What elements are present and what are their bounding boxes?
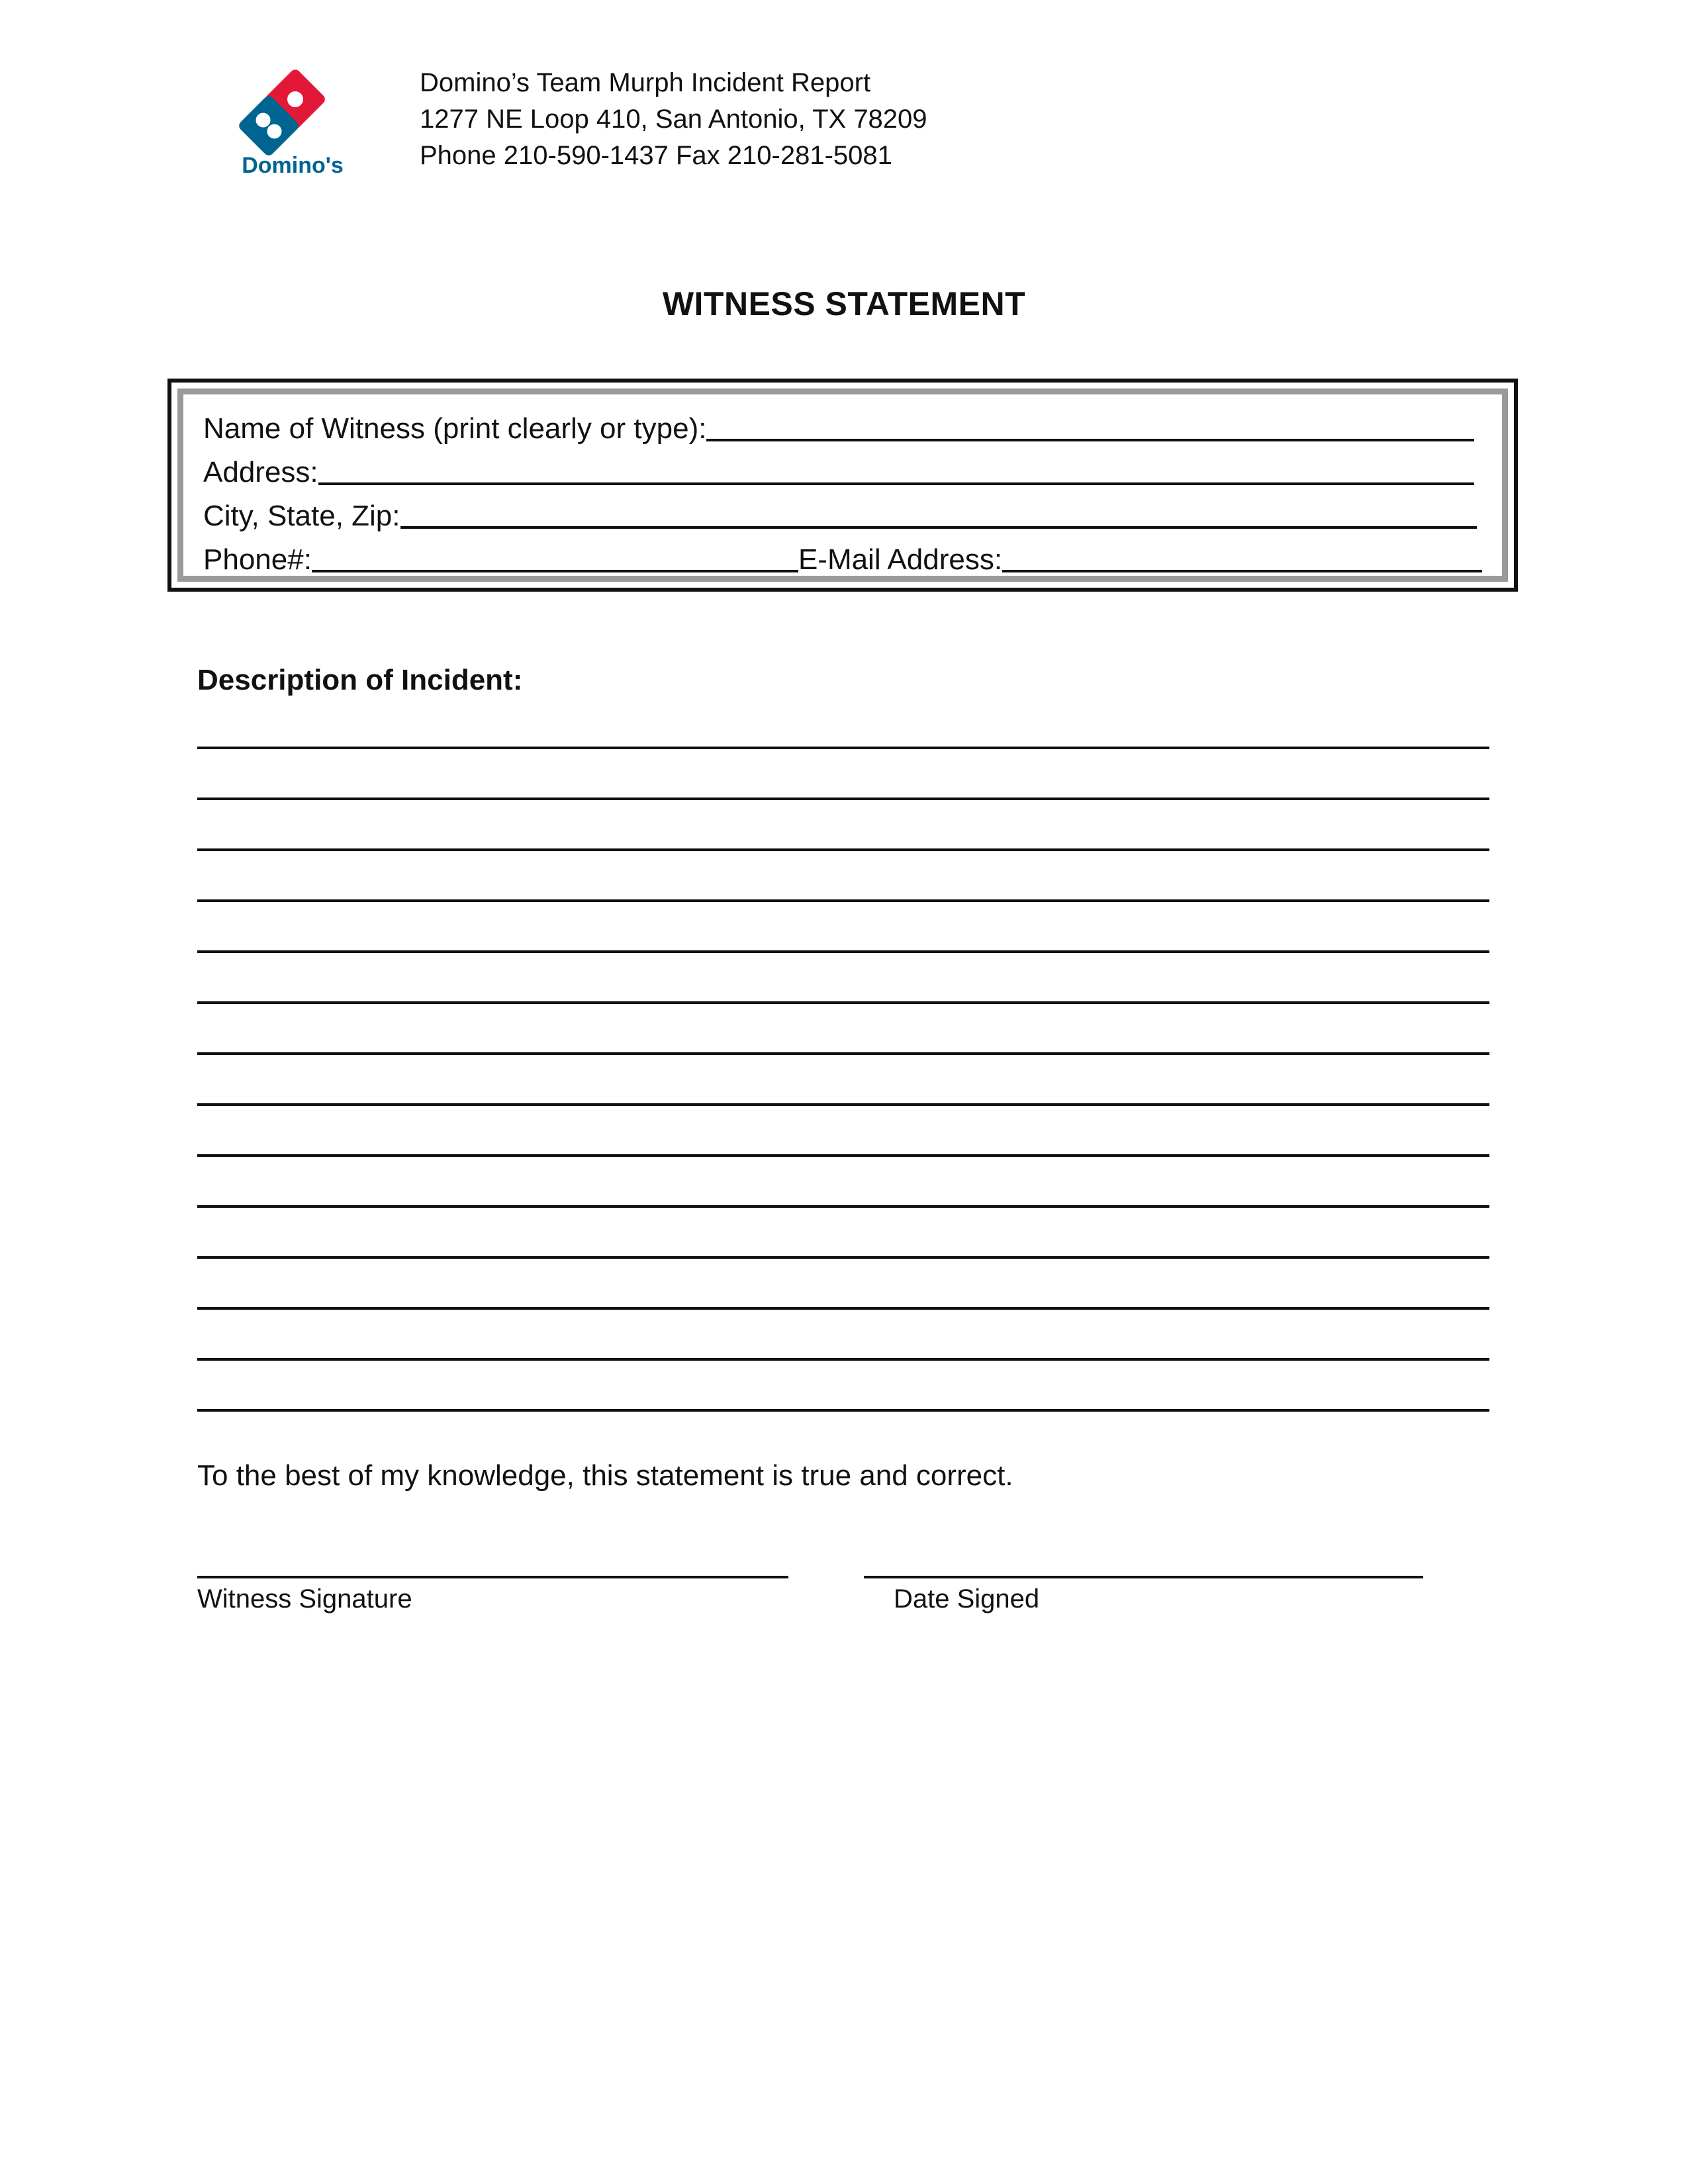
report-name: Domino’s Team Murph Incident Report xyxy=(420,68,871,97)
declaration-text: To the best of my knowledge, this statement is true and correct. xyxy=(197,1459,1013,1492)
description-line[interactable] xyxy=(197,899,1489,902)
name-row xyxy=(203,406,1474,445)
description-line[interactable] xyxy=(197,1001,1489,1004)
witness-signature-label: Witness Signature xyxy=(197,1584,412,1614)
description-label: Description of Incident: xyxy=(197,664,523,696)
description-line[interactable] xyxy=(197,1409,1489,1412)
description-line[interactable] xyxy=(197,950,1489,953)
phone-field[interactable] xyxy=(312,570,798,572)
date-signed-line[interactable] xyxy=(864,1576,1423,1578)
witness-signature-line[interactable] xyxy=(197,1576,788,1578)
city-state-zip-field[interactable] xyxy=(400,526,1477,529)
address-field[interactable] xyxy=(318,482,1474,485)
description-line[interactable] xyxy=(197,848,1489,851)
address-label: Address: xyxy=(203,456,318,488)
description-line[interactable] xyxy=(197,1154,1489,1157)
witness-info-box xyxy=(167,379,1518,592)
company-header xyxy=(420,65,927,174)
description-line[interactable] xyxy=(197,1307,1489,1310)
description-line[interactable] xyxy=(197,1256,1489,1259)
address-row xyxy=(203,449,1474,489)
city-state-zip-label: City, State, Zip: xyxy=(203,500,400,532)
phone-label: Phone#: xyxy=(203,543,312,576)
company-address: 1277 NE Loop 410, San Antonio, TX 78209 xyxy=(420,105,927,134)
company-phone-fax: Phone 210-590-1437 Fax 210-281-5081 xyxy=(420,141,892,170)
description-line[interactable] xyxy=(197,1052,1489,1055)
dominos-logo xyxy=(238,63,357,179)
date-signed-label: Date Signed xyxy=(894,1584,1040,1614)
phone-email-row xyxy=(203,537,1482,576)
description-line[interactable] xyxy=(197,747,1489,749)
svg-text:Domino's: Domino's xyxy=(242,153,344,178)
city-row xyxy=(203,493,1477,533)
email-field[interactable] xyxy=(1002,570,1482,572)
email-label: E-Mail Address: xyxy=(798,543,1003,576)
description-line[interactable] xyxy=(197,1205,1489,1208)
description-line[interactable] xyxy=(197,797,1489,800)
name-field[interactable] xyxy=(706,439,1474,441)
page-title: WITNESS STATEMENT xyxy=(662,285,1026,322)
description-line[interactable] xyxy=(197,1358,1489,1361)
description-line[interactable] xyxy=(197,1103,1489,1106)
name-label: Name of Witness (print clearly or type): xyxy=(203,412,707,445)
